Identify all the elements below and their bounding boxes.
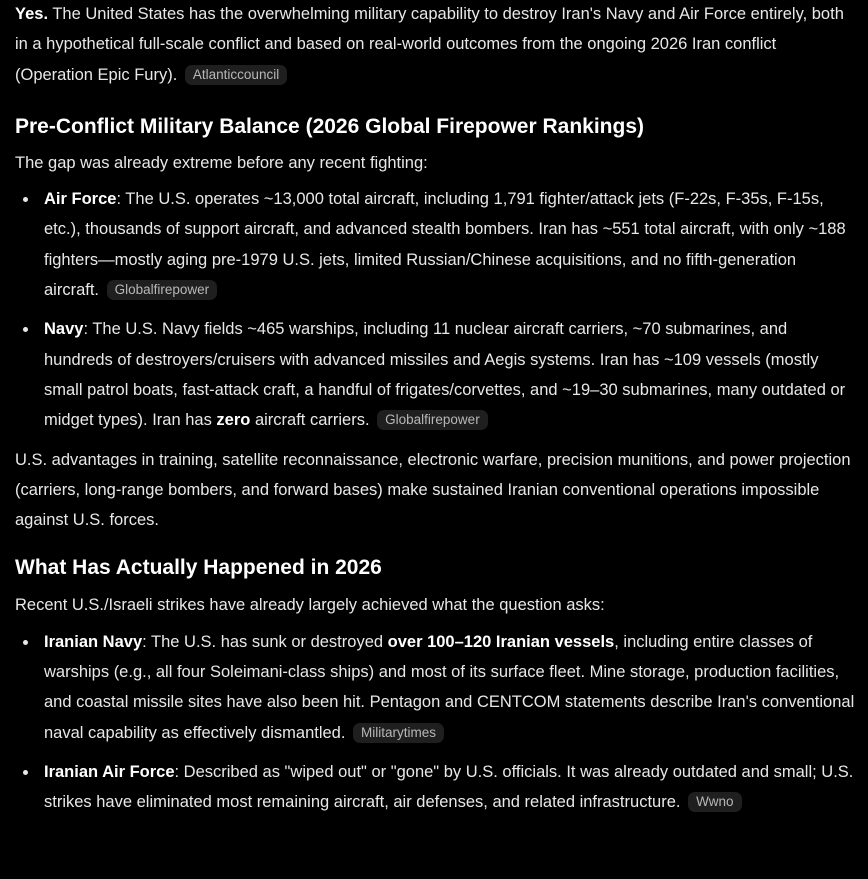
source-chip-atlanticcouncil[interactable]: Atlanticcouncil — [185, 65, 287, 85]
bullet-label: Iranian Air Force — [44, 762, 175, 781]
section1-heading: Pre-Conflict Military Balance (2026 Global Firepower Rankings) — [15, 114, 644, 138]
list-item-navy — [15, 314, 855, 435]
bullet-text: : Described as "wiped out" or "gone" by U.S. officials. It was already outdated and small; U.S. strikes have eliminated most remaining aircraft, air defenses, and related infrastructure. — [44, 762, 854, 812]
bullet-label: Iranian Navy — [44, 632, 143, 651]
bullet-emphasis: over 100–120 Iranian vessels — [387, 632, 615, 651]
chat-response — [15, 0, 855, 827]
bullet-label: Navy — [44, 320, 84, 339]
bullet-text: : The U.S. operates ~13,000 total aircraft, including 1,791 fighter/attack jets (F-22s, F-35s, F-15s, etc.), thousands of support aircraft, and advanced stealth bombers. Iran has ~551 total aircraft, with only ~188 fighters—mostly aging pre-1979 U.S. jets, limited Russian/Chinese acquisitions, and no fifth-generation aircraft. — [44, 190, 846, 300]
bullet-text: : The U.S. has sunk or destroyed — [142, 632, 388, 651]
intro-text: The United States has the overwhelming military capability to destroy Iran's Navy and Air Force entirely, both in a hypothetical full-scale conflict and based on real-world outcomes from the ongoing 2026 Iran conflict (Operation Epic Fury). — [15, 5, 844, 84]
intro-lead: Yes. — [15, 5, 49, 23]
section1-bullet-list — [15, 184, 855, 435]
intro-paragraph — [15, 0, 855, 90]
section1-lead: The gap was already extreme before any recent fighting: — [15, 153, 428, 172]
source-chip-militarytimes[interactable]: Militarytimes — [353, 723, 444, 743]
source-chip-globalfirepower[interactable]: Globalfirepower — [377, 410, 488, 430]
source-chip-wwno[interactable]: Wwno — [688, 792, 742, 812]
list-item-air-force — [15, 184, 855, 305]
bullet-text: : The U.S. Navy fields ~465 warships, including 11 nuclear aircraft carriers, ~70 submarines, and hundreds of destroyers/cruisers with advanced missiles and Aegis systems. Iran has ~109 vessels (mostly small patrol boats, fast-attack craft, a handful of frigates/corvettes, and ~19–30 submarines, many outdated or midget types). Iran has — [44, 320, 846, 430]
bullet-text-cont: aircraft carriers. — [250, 411, 370, 430]
list-item-iranian-navy — [15, 627, 855, 748]
section2-bullet-list — [15, 627, 855, 818]
section2-lead: Recent U.S./Israeli strikes have already largely achieved what the question asks: — [15, 596, 605, 615]
section2-heading: What Has Actually Happened in 2026 — [15, 556, 382, 580]
bullet-text-cont: , including entire classes of warships (e.g., all four Soleimani-class ships) and most of its surface fleet. Mine storage, production facilities, and coastal missile sites have also been hit. Pentagon and CENTCOM statements describe Iran's conventional naval capability as effectively dismantled. — [44, 632, 855, 742]
bullet-label: Air Force — [44, 190, 117, 209]
bullet-emphasis: zero — [216, 411, 251, 430]
source-chip-globalfirepower[interactable]: Globalfirepower — [107, 280, 218, 300]
list-item-iranian-air-force — [15, 757, 855, 818]
section1-closing: U.S. advantages in training, satellite reconnaissance, electronic warfare, precision munitions, and power projection (carriers, long-range bombers, and forward bases) make sustained Iranian conventional operations impossible against U.S. forces. — [15, 450, 851, 530]
